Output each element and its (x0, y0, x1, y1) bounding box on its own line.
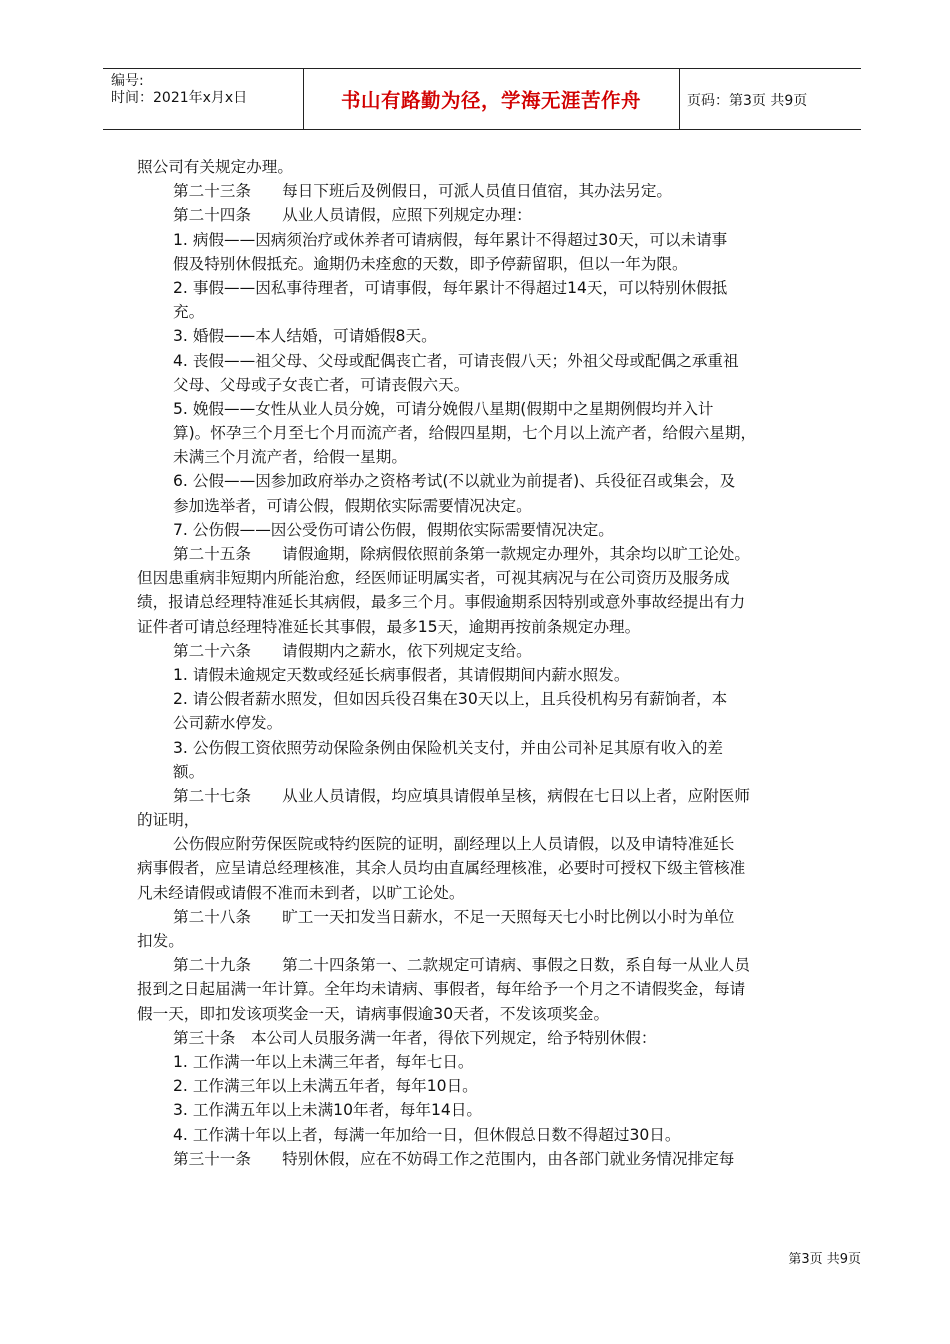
text-line: 1. 病假——因病须治疗或休养者可请病假，每年累计不得超过30天，可以未请事 (173, 230, 728, 249)
text-line: 公司薪水停发。 (173, 714, 283, 733)
text-line: 5. 娩假——女性从业人员分娩，可请分娩假八星期(假期中之星期例假均并入计 (173, 399, 714, 418)
header-meta-cell (103, 69, 304, 129)
text-line: 第二十四条 从业人员请假，应照下列规定办理： (173, 206, 532, 225)
text-line: 假一天，即扣发该项奖金一天，请病事假逾30天者，不发该项奖金。 (137, 1004, 610, 1023)
text-line: 第二十九条 第二十四条第一、二款规定可请病、事假之日数，系自每一从业人员 (173, 956, 750, 975)
text-line: 第三十条 本公司人员服务满一年者，得依下列规定，给予特别休假： (173, 1028, 657, 1047)
text-line: 3. 婚假——本人结婚，可请婚假8天。 (173, 327, 437, 346)
text-line: 但因患重病非短期内所能治愈，经医师证明属实者，可视其病况与在公司资历及服务成 (137, 569, 730, 588)
header-motto: 书山有路勤为径，学海无涯苦作舟 (340, 89, 641, 112)
text-line: 公伤假应附劳保医院或特约医院的证明，副经理以上人员请假，以及申请特准延长 (173, 835, 735, 854)
text-line: 2. 事假——因私事待理者，可请事假，每年累计不得超过14天，可以特别休假抵 (173, 278, 728, 297)
text-line: 凡未经请假或请假不准而未到者，以旷工论处。 (137, 883, 465, 902)
text-line: 2. 请公假者薪水照发，但如因兵役召集在30天以上，且兵役机构另有薪饷者，本 (173, 690, 728, 709)
header-page-number: 页码：第3页 共9页 (687, 93, 808, 109)
document-body (137, 155, 861, 1171)
text-line: 扣发。 (137, 932, 184, 950)
text-line: 4. 丧假——祖父母、父母或配偶丧亡者，可请丧假八天；外祖父母或配偶之承重祖 (173, 351, 739, 370)
document-date-label: 时间：2021年x月x日 (111, 90, 248, 106)
header-page-cell (679, 69, 861, 129)
text-line: 4. 工作满十年以上者，每满一年加给一日，但休假总日数不得超过30日。 (173, 1125, 681, 1144)
text-line: 第二十三条 每日下班后及例假日，可派人员值日值宿，其办法另定。 (173, 182, 673, 201)
header-motto-cell (303, 69, 680, 129)
text-line: 7. 公伤假——因公受伤可请公伤假，假期依实际需要情况决定。 (173, 520, 614, 539)
page-header (103, 68, 861, 130)
text-line: 第二十五条 请假逾期，除病假依照前条第一款规定办理外，其余均以旷工论处。 (173, 545, 750, 563)
text-line: 病事假者，应呈请总经理核准，其余人员均由直属经理核准，必要时可授权下级主管核准 (137, 859, 746, 878)
text-line: 算)。怀孕三个月至七个月而流产者，给假四星期，七个月以上流产者，给假六星期， (173, 424, 757, 443)
text-line: 的证明， (137, 811, 200, 830)
text-line: 第二十八条 旷工一天扣发当日薪水，不足一天照每天七小时比例以小时为单位 (173, 907, 735, 926)
document-number-label: 编号: (111, 73, 144, 89)
text-line: 未满三个月流产者，给假一星期。 (173, 448, 407, 467)
text-line: 2. 工作满三年以上未满五年者，每年10日。 (173, 1077, 478, 1096)
text-line: 6. 公假——因参加政府举办之资格考试(不以就业为前提者)、兵役征召或集会，及 (173, 472, 736, 491)
text-line: 报到之日起届满一年计算。全年均未请病、事假者，每年给予一个月之不请假奖金，每请 (137, 980, 746, 999)
text-line: 1. 工作满一年以上未满三年者，每年七日。 (173, 1052, 474, 1071)
text-line: 3. 工作满五年以上未满10年者，每年14日。 (173, 1101, 483, 1120)
text-line: 第二十六条 请假期内之薪水，依下列规定支给。 (173, 641, 532, 660)
text-line: 额。 (173, 762, 205, 781)
text-line: 第三十一条 特别休假，应在不妨碍工作之范围内，由各部门就业务情况排定每 (173, 1149, 735, 1168)
page-footer: 第3页 共9页 (788, 1252, 861, 1267)
text-line: 3. 公伤假工资依照劳动保险条例由保险机关支付，并由公司补足其原有收入的差 (173, 738, 724, 757)
text-line: 充。 (173, 303, 205, 322)
text-line: 照公司有关规定办理。 (137, 158, 293, 176)
text-line: 假及特别休假抵充。逾期仍未痊愈的天数，即予停薪留职，但以一年为限。 (173, 254, 688, 273)
text-line: 1. 请假未逾规定天数或经延长病事假者，其请假期间内薪水照发。 (173, 665, 630, 684)
text-line: 第二十七条 从业人员请假，均应填具请假单呈核，病假在七日以上者，应附医师 (173, 786, 750, 805)
text-line: 父母、父母或子女丧亡者，可请丧假六天。 (173, 375, 470, 394)
text-line: 绩，报请总经理特准延长其病假，最多三个月。事假逾期系因特别或意外事故经提出有力 (137, 593, 746, 612)
text-line: 证件者可请总经理特准延长其事假，最多15天，逾期再按前条规定办理。 (137, 617, 641, 636)
text-line: 参加选举者，可请公假，假期依实际需要情况决定。 (173, 496, 532, 515)
